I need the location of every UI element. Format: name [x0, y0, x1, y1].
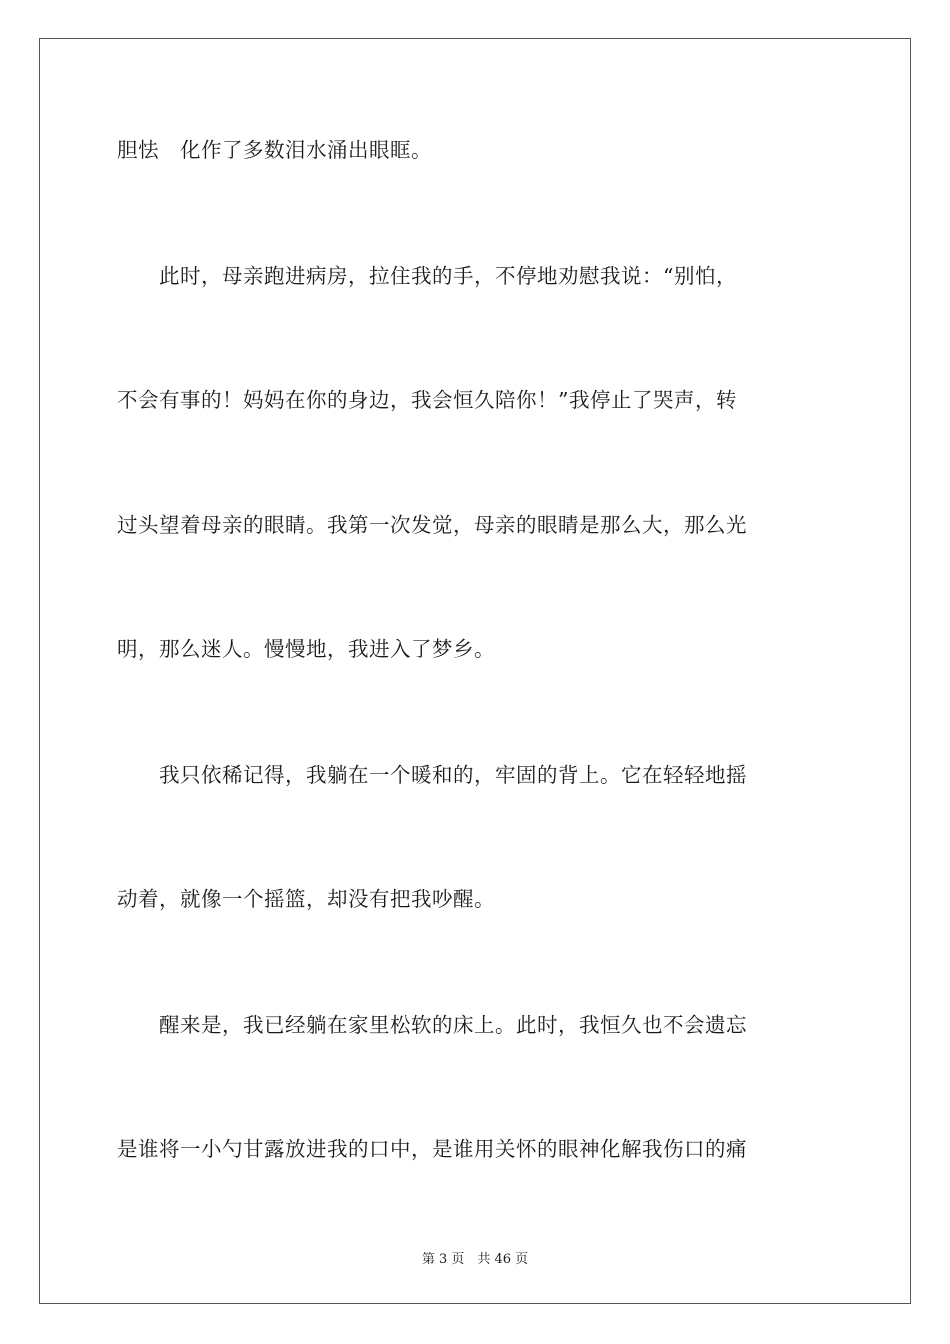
page-footer: 第 3 页 共 46 页: [421, 1252, 529, 1267]
text-line: 不会有事的！妈妈在你的身边，我会恒久陪你！”我停止了哭声，转: [117, 388, 737, 412]
text-line: 是谁将一小勺甘露放进我的口中，是谁用关怀的眼神化解我伤口的痛: [117, 1137, 747, 1161]
text-line: 胆怯 化作了多数泪水涌出眼眶。: [117, 138, 432, 162]
text-line: 明，那么迷人。慢慢地，我进入了梦乡。: [117, 637, 495, 661]
text-line: 过头望着母亲的眼睛。我第一次发觉，母亲的眼睛是那么大，那么光: [117, 513, 747, 537]
text-line: 我只依稀记得，我躺在一个暖和的，牢固的背上。它在轻轻地摇: [117, 763, 747, 787]
text-line: 动着，就像一个摇篮，却没有把我吵醒。: [117, 887, 495, 911]
text-line: 此时，母亲跑进病房，拉住我的手，不停地劝慰我说：“别怕，: [117, 264, 737, 288]
page-border: [39, 38, 911, 1304]
text-line: 醒来是，我已经躺在家里松软的床上。此时，我恒久也不会遗忘: [117, 1013, 747, 1037]
